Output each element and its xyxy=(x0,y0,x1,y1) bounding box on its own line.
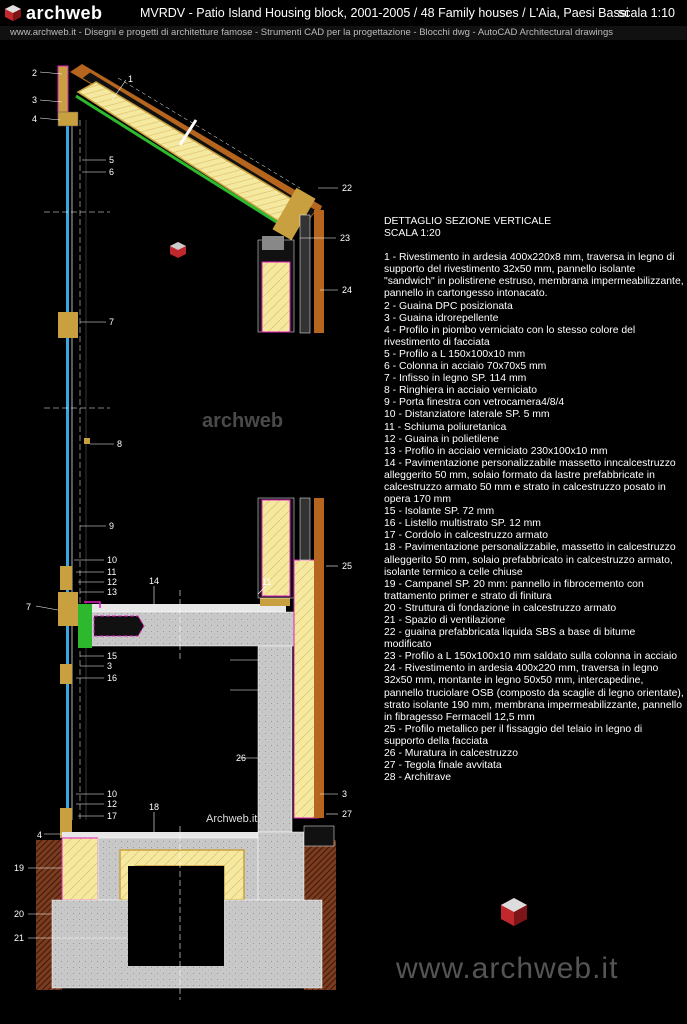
label-8: 8 xyxy=(117,439,123,449)
label-3-mid: 3 xyxy=(107,661,113,671)
logo-text: archweb xyxy=(26,2,103,23)
legend-item: 27 - Tegola finale avvitata xyxy=(384,760,502,772)
legend-title: DETTAGLIO SEZIONE VERTICALE xyxy=(384,216,552,227)
legend-items xyxy=(384,252,684,784)
header-bar xyxy=(0,0,687,26)
window-frame-top xyxy=(58,112,78,126)
label-4: 4 xyxy=(32,114,38,124)
label-12: 12 xyxy=(107,577,118,587)
watermark-bottom: www.archweb.it xyxy=(396,952,619,985)
label-18: 18 xyxy=(149,802,160,812)
watermark-small: Archweb.it xyxy=(206,813,258,825)
foundation xyxy=(36,826,336,1000)
label-5: 5 xyxy=(109,155,115,165)
label-21: 21 xyxy=(14,933,25,943)
legend-item: 1 - Rivestimento in ardesia 400x220x8 mm, traversa in legno di supporto del rivestimento 32x50 mm, pannello isolante "sandwich" in polistirene estruso, membrana impermeabilizzante, pannello in cartongesso intonacato. xyxy=(384,252,684,300)
legend-header xyxy=(384,216,684,240)
legend-item: 18 - Pavimentazione personalizzabile, massetto in calcestruzzo alleggerito 50 mm, solaio prefabbricato in calcestruzzo armato, isolante termico a celle chiuse xyxy=(384,542,676,578)
label-25: 25 xyxy=(342,561,353,571)
legend-scale: SCALA 1:20 xyxy=(384,228,441,240)
label-14: 14 xyxy=(149,576,160,586)
label-3-right: 3 xyxy=(342,789,348,799)
label-19: 19 xyxy=(14,863,25,873)
label-6: 6 xyxy=(109,167,115,177)
concrete-masonry xyxy=(258,646,292,832)
label-10-lower: 10 xyxy=(107,789,118,799)
legend-item: 20 - Struttura di fondazione in calcestruzzo armato xyxy=(384,602,617,614)
cube-mark-right xyxy=(501,898,527,926)
label-10: 10 xyxy=(107,555,118,565)
label-13: 13 xyxy=(107,587,118,597)
label-7: 7 xyxy=(109,317,115,327)
label-15: 15 xyxy=(107,651,118,661)
label-11-right: 11 xyxy=(262,577,272,587)
legend-item: 26 - Muratura in calcestruzzo xyxy=(384,748,518,760)
label-22: 22 xyxy=(342,183,353,193)
legend-item: 6 - Colonna in acciaio 70x70x5 mm xyxy=(384,361,547,373)
legend-item: 12 - Guaina in polietilene xyxy=(384,433,499,445)
legend-item: 8 - Ringhiera in acciaio verniciato xyxy=(384,385,538,397)
slate-cladding-wall-upper xyxy=(314,210,324,333)
label-24: 24 xyxy=(342,285,353,295)
legend-item: 22 - guaina prefabbricata liquida SBS a base di bitume modificato xyxy=(384,627,636,651)
label-23: 23 xyxy=(340,233,351,243)
legend-item: 15 - Isolante SP. 72 mm xyxy=(384,506,495,518)
legend-item: 25 - Profilo metallico per il fissaggio del telaio in legno di supporto della facciata xyxy=(384,723,643,747)
glazing xyxy=(66,120,69,810)
legend-item: 28 - Architrave xyxy=(384,772,451,784)
legend-panel xyxy=(384,216,684,784)
legend-item: 4 - Profilo in piombo verniciato con lo stesso colore del rivestimento di facciata xyxy=(384,324,636,348)
label-2: 2 xyxy=(32,68,38,78)
slate-cladding-wall-lower xyxy=(314,498,324,818)
ventilation-space xyxy=(128,866,224,966)
window-frame-floor xyxy=(58,592,78,626)
legend-item: 19 - Campanel SP. 20 mm: pannello in fibrocemento con trattamento primer e strato di finitura xyxy=(384,578,644,602)
label-27: 27 xyxy=(342,809,353,819)
legend-item: 13 - Profilo in acciaio verniciato 230x100x10 mm xyxy=(384,445,608,457)
label-26: 26 xyxy=(236,753,247,763)
label-16: 16 xyxy=(107,673,118,683)
watermark-mid: archweb xyxy=(202,410,284,432)
roof-assembly xyxy=(70,64,322,240)
legend-item: 10 - Distanziatore laterale SP. 5 mm xyxy=(384,409,550,421)
label-1: 1 xyxy=(128,74,134,84)
window-frame-mid xyxy=(58,312,78,338)
legend-item: 2 - Guaina DPC posizionata xyxy=(384,300,513,312)
label-7-lower: 7 xyxy=(26,602,32,612)
legend-item: 16 - Listello multistrato SP. 12 mm xyxy=(384,518,541,530)
label-17: 17 xyxy=(107,811,118,821)
legend-item: 17 - Cordolo in calcestruzzo armato xyxy=(384,530,549,542)
legend-item: 9 - Porta finestra con vetrocamera4/8/4 xyxy=(384,397,565,409)
site-subbar xyxy=(0,26,687,40)
legend-item: 23 - Profilo a L 150x100x10 mm saldato sulla colonna in acciaio xyxy=(384,651,678,663)
label-3: 3 xyxy=(32,95,38,105)
label-9: 9 xyxy=(109,521,115,531)
legend-item: 24 - Rivestimento in ardesia 400x220 mm, traversa in legno 32x50 mm, montante in legno 50x50 mm, intercapedine, pannello truciolare OSB (composto da scaglie di legno orientate), strato isolante 190 mm, membrana impermeabilizzante, pannello in fibragesso Fermacell 12,5 mm xyxy=(384,663,684,723)
roof-insulation xyxy=(78,82,300,226)
lower-right-wall xyxy=(230,498,324,832)
archweb-cube-icon xyxy=(4,4,22,22)
cube-mark-left xyxy=(170,242,186,258)
legend-item: 21 - Spazio di ventilazione xyxy=(384,615,506,626)
archweb-logo[interactable] xyxy=(4,4,103,22)
legend-item: 3 - Guaina idrorepellente xyxy=(384,312,499,324)
label-11: 11 xyxy=(107,567,117,577)
legend-item: 5 - Profilo a L 150x100x10 mm xyxy=(384,348,526,360)
label-20: 20 xyxy=(14,909,25,919)
legend-item: 7 - Infisso in legno SP. 114 mm xyxy=(384,373,527,385)
label-12-lower: 12 xyxy=(107,799,118,809)
drawing-scale: scala 1:10 xyxy=(618,6,675,20)
legend-item: 14 - Pavimentazione personalizzabile massetto inncalcestruzzo alleggerito 50 mm, solaio formato da lastre prefabbricate in calcestruzzo armato 50 mm e strato in calcestruzzo posato in opera 170 mm xyxy=(384,457,676,506)
legend-item: 11 - Schiuma poliuretanica xyxy=(384,421,507,433)
label-4-lower: 4 xyxy=(37,830,43,840)
site-tagline[interactable]: www.archweb.it - Disegni e progetti di architetture famose - Strumenti CAD per la progettazione - Blocchi dwg - AutoCAD Architectural drawings xyxy=(10,27,613,38)
drawing-title: MVRDV - Patio Island Housing block, 2001-2005 / 48 Family houses / L'Aia, Paesi Bassi xyxy=(140,6,629,20)
